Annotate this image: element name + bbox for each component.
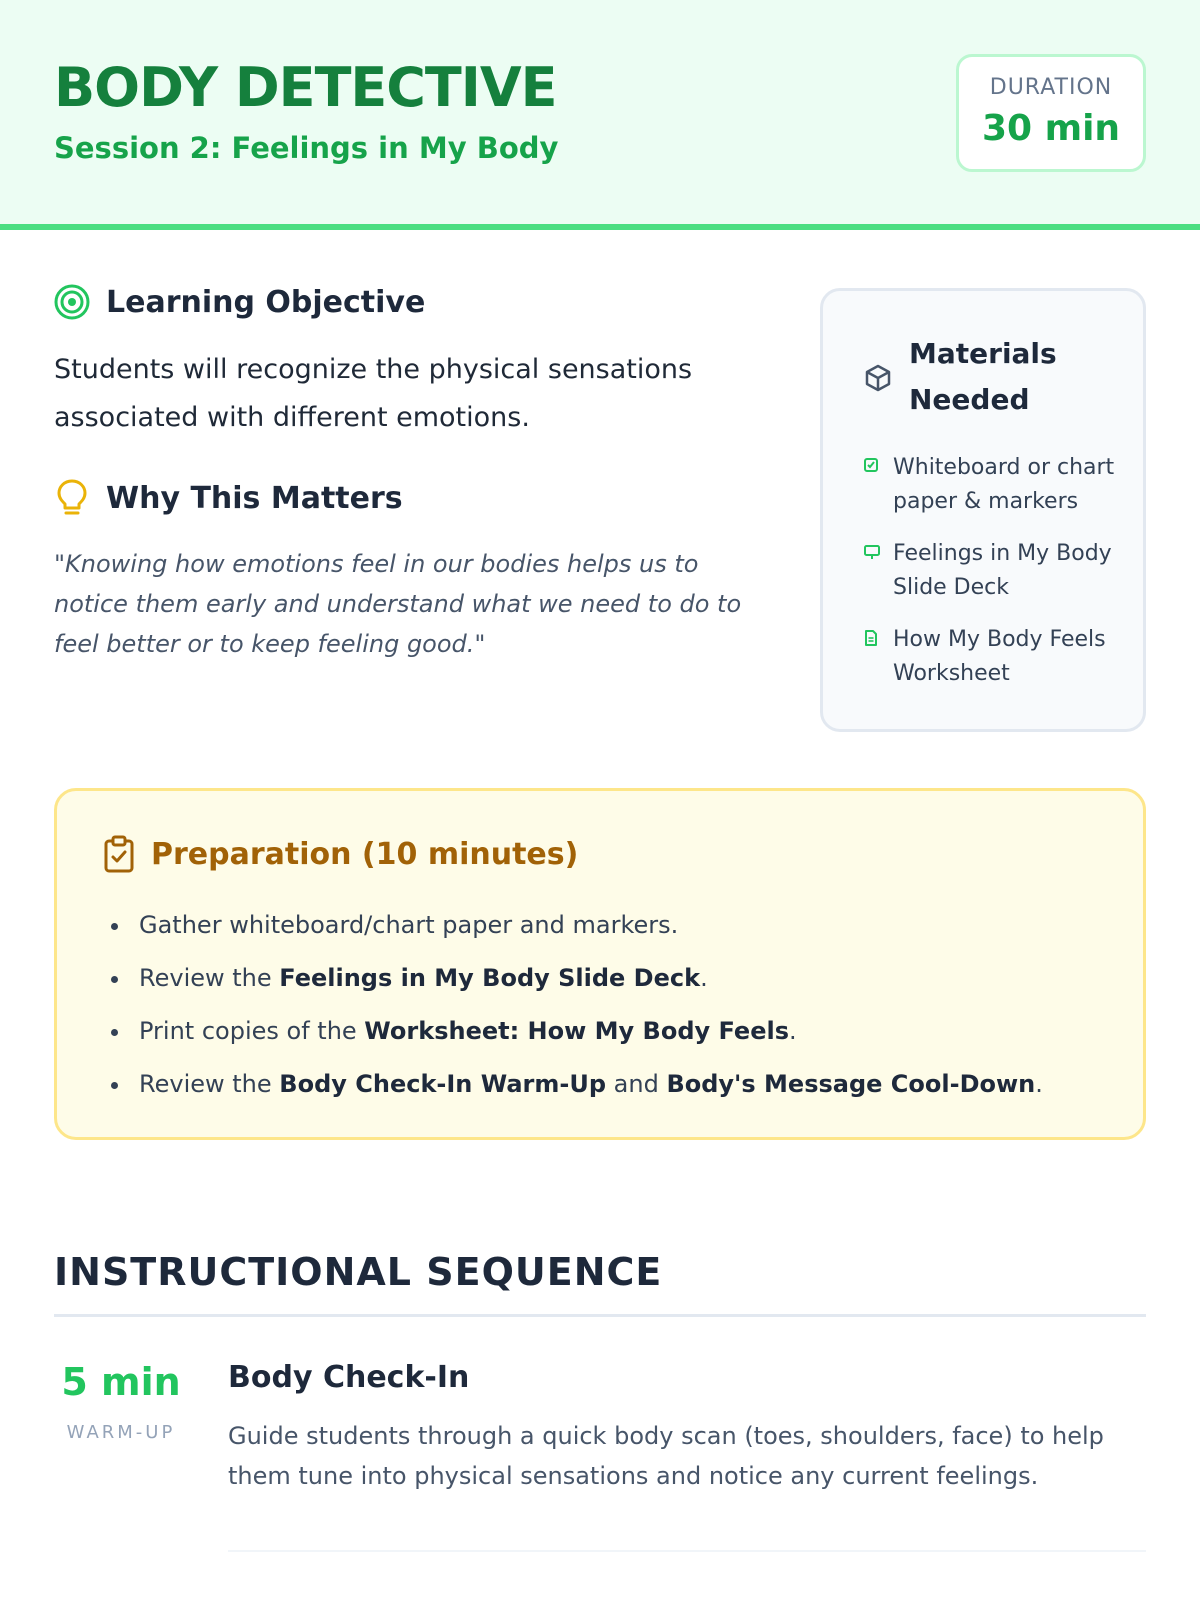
step-duration: 5 min [61,1360,181,1404]
preparation-heading [103,835,578,873]
lesson-header [0,0,1200,230]
why-this-matters-quote: "Knowing how emotions feel in our bodies helps us to notice them early and understand what we need to do to feel better or to keep feeling good." [54,550,742,658]
lightbulb-icon [54,478,90,518]
material-item [863,451,1123,519]
checkbox-icon [863,457,879,473]
learning-objective-heading [54,284,425,320]
material-item [863,537,1123,605]
material-item-label: Whiteboard or chart paper & markers [893,455,1115,514]
learning-objective-title: Learning Objective [106,284,426,320]
preparation-card [54,788,1146,1140]
duration-label: DURATION [989,75,1113,100]
why-this-matters-heading [54,478,403,518]
monitor-icon [863,543,881,561]
session-subtitle: Session 2: Feelings in My Body [54,131,559,165]
materials-title: Materials Needed [909,337,1057,416]
list-item: Print copies of the Worksheet: How My Body Feels. [111,1005,1043,1058]
instructional-sequence-heading: INSTRUCTIONAL SEQUENCE [54,1250,663,1294]
divider [54,1314,1146,1317]
target-icon [54,284,90,320]
list-item: Gather whiteboard/chart paper and markers. [111,899,1043,952]
step-tag: WARM-UP [66,1422,176,1443]
preparation-title: Preparation (10 minutes) [151,836,579,872]
box-icon [863,363,893,393]
document-icon [863,629,879,647]
duration-value: 30 min [981,108,1121,149]
step-description: Guide students through a quick body scan (toes, shoulders, face) to help them tune into physical sensations and notice any current feelings. [228,1422,1104,1490]
step-title: Body Check-In [228,1360,470,1395]
material-item-label: Feelings in My Body Slide Deck [893,541,1112,600]
lesson-title: BODY DETECTIVE [54,56,557,119]
why-this-matters-title: Why This Matters [106,480,403,516]
list-item: Review the Feelings in My Body Slide Deck. [111,952,1043,1005]
duration-card [956,54,1146,172]
divider [228,1550,1146,1552]
preparation-list [111,899,1043,1111]
material-item [863,623,1123,691]
clipboard-check-icon [103,835,135,873]
materials-card [820,288,1146,732]
learning-objective-text: Students will recognize the physical sensations associated with different emotions. [54,354,693,433]
material-item-label: How My Body Feels Worksheet [893,627,1106,686]
list-item: Review the Body Check-In Warm-Up and Body's Message Cool-Down. [111,1058,1043,1111]
